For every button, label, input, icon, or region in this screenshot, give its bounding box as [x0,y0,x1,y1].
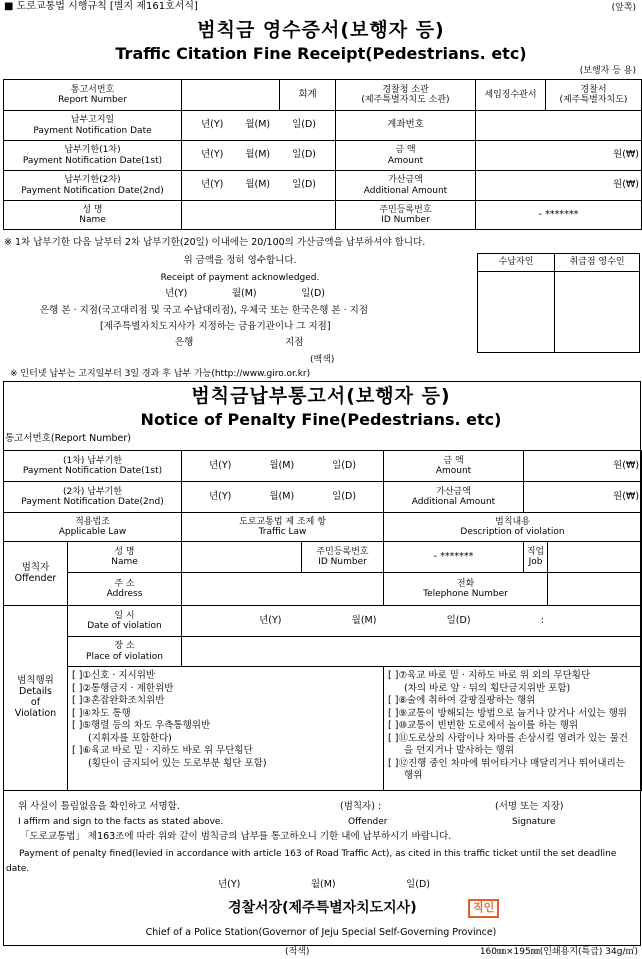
violation-details-label: 범칙행위 Details of Violation [4,606,68,791]
confirmation-ko: 위 사실이 틀림없음을 확인하고 서명함. [18,801,180,812]
surcharge-note: ※ 1차 납부기한 다음 날부터 2차 납부기한(20일) 이내에는 20/100의 가산금액을 납부하셔야 합니다. [4,237,426,248]
violation-place-label: 장 소 Place of violation [68,637,182,667]
violation-item[interactable]: [ ]①신호 · 지시위반 [72,670,156,681]
signature-en: Signature [512,817,556,827]
violation-item[interactable]: [ ]⑥육교 바로 밑 · 지하도 바로 위 무단횡단 [72,745,253,756]
account-number-field[interactable] [476,111,642,141]
id-number-field[interactable]: - ******* [476,201,642,230]
notice-amount-label: 금 액 Amount [384,451,524,482]
revenue-office-label: 세입징수관서 [476,80,546,111]
violation-item[interactable]: [ ]⑪도로상의 사람이나 차마를 손상시킬 염려가 있는 물건 [388,732,628,744]
bank-line-2: [제주특별자치도지사가 지정하는 금융기관이나 그 지점] [100,321,331,332]
bank-line-1: 은행 본 · 지점(국고대리점 및 국고 수납대리점), 우체국 또는 한국은행 본 · 지점 [40,305,369,316]
accounting-label: 회계 [280,80,336,111]
handler-stamp-label: 취급점 영수인 [555,254,640,272]
violation-item[interactable]: [ ]②통행금지 · 제한위반 [72,682,174,694]
violation-list-right [384,667,642,791]
branch-label: 지점 [285,337,304,348]
front-side-label: (앞쪽) [611,3,636,13]
deadline-1st-label: 납부기한(1차) Payment Notification Date(1st) [4,141,182,171]
notice-additional-amount-field[interactable]: 원(₩) [524,482,642,513]
notice-deadline-2nd-label: (2차) 납부기한 Payment Notification Date(2nd) [4,482,182,513]
bank-label: 은행 [175,337,194,348]
notice-report-number: 통고서번호(Report Number) [5,433,131,444]
receiver-stamp-label: 수납자인 [478,254,555,272]
notice-law-ko: 「도로교통법」 제163조에 따라 위와 같이 범칙금의 납부를 통고하오니 기한 내에 납부하시기 바랍니다. [20,831,452,842]
offender-label: 범칙자 Offender [4,542,68,606]
violation-place-field[interactable] [182,637,642,667]
offender-id-field[interactable]: - ******* [384,542,524,573]
amount-label: 금 액 Amount [336,141,476,171]
name-label: 성 명 Name [4,201,182,230]
station-label: 경찰서 (제주특별자치도) [546,80,642,111]
offender-name-label: 성 명 Name [68,542,182,573]
deadline-2nd-label: 납부기한(2차) Payment Notification Date(2nd) [4,171,182,201]
id-number-label: 주민등록번호 ID Number [336,201,476,230]
notification-date-label: 납부고지일 Payment Notification Date [4,111,182,141]
address-label: 주 소 Address [68,573,182,606]
acknowledgement-date: 년(Y) 월(M) 일(D) [165,288,325,299]
notice-additional-amount-label: 가산금액 Additional Amount [384,482,524,513]
applicable-law-label: 적용법조 Applicable Law [4,513,182,542]
traffic-law-article[interactable]: 도로교통법 제 조제 항 Traffic Law [182,513,384,542]
deadline-1st-field[interactable]: 년(Y) 월(M) 일(D) [182,141,336,171]
violation-list-left [68,667,384,791]
address-field[interactable] [182,573,384,606]
offender-id-label: 주민등록번호 ID Number [302,542,384,573]
receipt-stamp-box [477,253,640,353]
violation-item-note: (지휘자를 포함한다) [88,732,172,744]
receiver-stamp-field[interactable] [478,272,555,353]
acknowledgement-en: Receipt of payment acknowledged. [160,273,320,283]
violation-date-field[interactable]: 년(Y) 월(M) 일(D) : [182,606,642,637]
acknowledgement-ko: 위 금액을 정히 영수합니다. [183,255,297,266]
receipt-title-en: Traffic Citation Fine Receipt(Pedestrians. etc) [115,44,527,63]
violation-description-label: 범칙내용 Description of violation [384,513,642,542]
chief-title-en: Chief of a Police Station(Governor of Jeju Special Self-Governing Province) [145,927,497,938]
official-seal: 직인 [468,899,499,918]
telephone-label: 전화 Telephone Number [384,573,548,606]
notice-title-ko: 범칙금납부통고서(보행자 등) [191,385,451,407]
violation-item[interactable]: [ ]⑦육교 바로 밑 · 지하도 바로 위 외의 무단횡단 [388,670,591,681]
offender-signature-label: (범칙자) : [340,801,382,812]
deadline-2nd-field[interactable]: 년(Y) 월(M) 일(D) [182,171,336,201]
report-number-field[interactable] [182,80,280,111]
notification-date-field[interactable]: 년(Y) 월(M) 일(D) [182,111,336,141]
paper-spec: 160㎜×195㎜(인쇄용지(특급) 34g/㎡) [479,947,638,957]
telephone-field[interactable] [548,573,642,606]
receipt-table [3,79,642,230]
offender-en: Offender [348,817,388,827]
amount-field[interactable]: 원(₩) [476,141,642,171]
confirmation-en: I affirm and sign to the facts as stated above. [18,817,224,827]
violation-item[interactable]: [ ]⑩교통이 빈번한 도로에서 놀이를 하는 행위 [388,720,579,731]
violation-date-label: 일 시 Date of violation [68,606,182,637]
violation-item[interactable]: [ ]⑤행렬 등의 차도 우측통행위반 [72,720,211,731]
violation-item-note: (횡단이 금지되어 있는 도로부분 횡단 포함) [88,757,267,769]
notice-title-en: Notice of Penalty Fine(Pedestrians. etc) [140,410,502,429]
sign-or-seal-label: (서명 또는 지장) [495,801,564,812]
internet-payment-note: ※ 인터넷 납부는 고지일부터 3일 경과 후 납부 가능(http://www.giro.or.kr) [10,369,311,379]
chief-title-ko: 경찰서장(제주특별자치도지사) [228,900,417,916]
additional-amount-field[interactable]: 원(₩) [476,171,642,201]
receipt-title-ko: 범칙금 영수증서(보행자 등) [197,19,445,41]
account-number-label: 계좌번호 [336,111,476,141]
violation-item[interactable]: [ ]③혼잡완화조치위반 [72,695,165,706]
notice-table [3,450,642,791]
offender-name-field[interactable] [182,542,302,573]
violation-item-note: (차의 바로 앞 · 뒤의 횡단금지위반 포함) [404,682,571,694]
police-jurisdiction-label: 경찰청 소관 (제주특별자치도 소관) [336,80,476,111]
name-field[interactable] [182,201,336,230]
form-reference: ■ 도로교통법 시행규칙 [별지 제161호서식] [4,1,198,12]
notice-law-en: Payment of penalty fined(levied in accordance with article 163 of Road Traffic Act), as cited in this traffic ticket until the set deadline date. [6,849,617,874]
handler-stamp-field[interactable] [555,272,640,353]
job-field[interactable] [548,542,642,573]
violation-item-note: 을 던지거나 발사하는 행위 [404,745,515,756]
notice-deadline-2nd-field[interactable]: 년(Y) 월(M) 일(D) [182,482,384,513]
notice-deadline-1st-label: (1차) 납부기한 Payment Notification Date(1st) [4,451,182,482]
copy-color-red: (적색) [285,947,310,957]
violation-item[interactable]: [ ]⑧술에 취하여 갈팡질팡하는 행위 [388,695,536,706]
violation-item[interactable]: [ ]⑫진행 중인 차마에 뛰어타거나 매달리거나 뛰어내리는 [388,757,625,769]
copy-color-white: (백색) [310,355,335,365]
additional-amount-label: 가산금액 Additional Amount [336,171,476,201]
notice-amount-field[interactable]: 원(₩) [524,451,642,482]
notice-deadline-1st-field[interactable]: 년(Y) 월(M) 일(D) [182,451,384,482]
job-label: 직업 Job [524,542,548,573]
violation-item-note: 행위 [404,770,423,781]
violation-item[interactable]: [ ]⑨교통이 방해되는 방법으로 눕거나 앉거나 서있는 행위 [388,707,627,719]
report-number-label: 통고서번호 Report Number [4,80,182,111]
receipt-usage: (보행자 등 용) [579,66,636,76]
notice-issue-date: 년(Y) 월(M) 일(D) [218,879,430,890]
violation-item[interactable]: [ ]④차도 통행 [72,707,131,719]
